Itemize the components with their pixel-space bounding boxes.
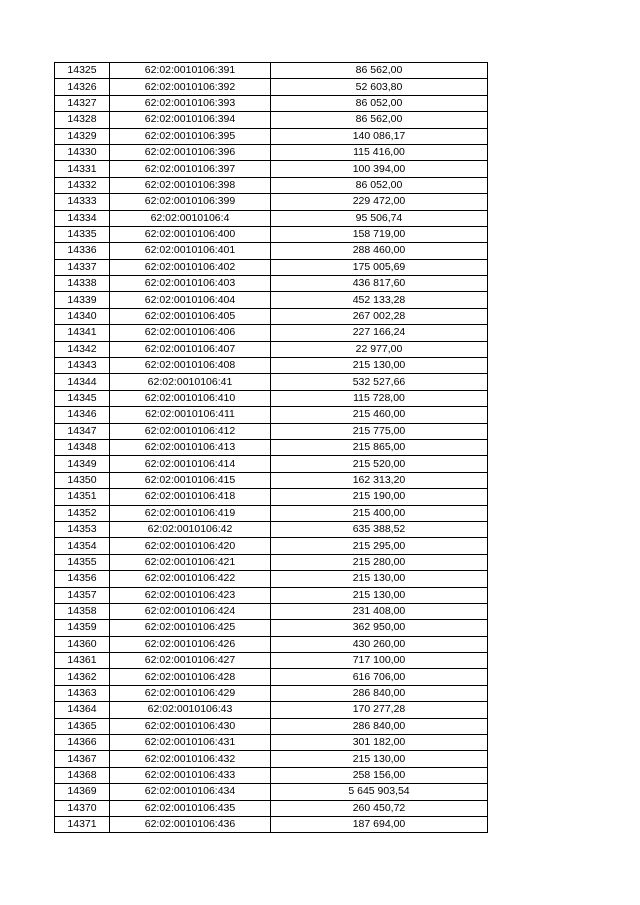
row-number-cell: 14342 [55, 341, 110, 357]
row-number-cell: 14340 [55, 308, 110, 324]
cadastral-number-cell: 62:02:0010106:405 [110, 308, 271, 324]
cadastral-value-cell: 616 706,00 [271, 669, 488, 685]
cadastral-value-cell: 100 394,00 [271, 161, 488, 177]
cadastral-value-cell: 22 977,00 [271, 341, 488, 357]
row-number-cell: 14358 [55, 603, 110, 619]
table-row [55, 685, 488, 701]
cadastral-value-cell: 267 002,28 [271, 308, 488, 324]
table-row [55, 161, 488, 177]
cadastral-number-cell: 62:02:0010106:415 [110, 472, 271, 488]
row-number-cell: 14361 [55, 653, 110, 669]
cadastral-number-cell: 62:02:0010106:435 [110, 800, 271, 816]
cadastral-number-cell: 62:02:0010106:394 [110, 112, 271, 128]
cadastral-number-cell: 62:02:0010106:407 [110, 341, 271, 357]
row-number-cell: 14347 [55, 423, 110, 439]
row-number-cell: 14334 [55, 210, 110, 226]
cadastral-number-cell: 62:02:0010106:406 [110, 325, 271, 341]
table-row [55, 489, 488, 505]
row-number-cell: 14353 [55, 521, 110, 537]
table-row [55, 112, 488, 128]
row-number-cell: 14367 [55, 751, 110, 767]
cadastral-number-cell: 62:02:0010106:421 [110, 554, 271, 570]
row-number-cell: 14352 [55, 505, 110, 521]
cadastral-number-cell: 62:02:0010106:396 [110, 144, 271, 160]
cadastral-number-cell: 62:02:0010106:434 [110, 784, 271, 800]
cadastral-value-cell: 215 130,00 [271, 571, 488, 587]
cadastral-number-cell: 62:02:0010106:413 [110, 439, 271, 455]
table-row [55, 784, 488, 800]
cadastral-value-cell: 260 450,72 [271, 800, 488, 816]
cadastral-number-cell: 62:02:0010106:424 [110, 603, 271, 619]
cadastral-value-cell: 86 052,00 [271, 177, 488, 193]
cadastral-number-cell: 62:02:0010106:436 [110, 816, 271, 832]
table-row [55, 243, 488, 259]
cadastral-value-cell: 95 506,74 [271, 210, 488, 226]
cadastral-value-cell: 288 460,00 [271, 243, 488, 259]
row-number-cell: 14326 [55, 79, 110, 95]
row-number-cell: 14359 [55, 620, 110, 636]
table-row [55, 308, 488, 324]
cadastral-number-cell: 62:02:0010106:422 [110, 571, 271, 587]
table-row [55, 407, 488, 423]
table-row [55, 341, 488, 357]
cadastral-number-cell: 62:02:0010106:428 [110, 669, 271, 685]
table-row [55, 800, 488, 816]
row-number-cell: 14366 [55, 735, 110, 751]
table-row [55, 735, 488, 751]
cadastral-number-cell: 62:02:0010106:392 [110, 79, 271, 95]
row-number-cell: 14351 [55, 489, 110, 505]
cadastral-value-cell: 231 408,00 [271, 603, 488, 619]
cadastral-number-cell: 62:02:0010106:411 [110, 407, 271, 423]
cadastral-value-cell: 215 130,00 [271, 587, 488, 603]
cadastral-value-cell: 170 277,28 [271, 702, 488, 718]
table-row [55, 587, 488, 603]
cadastral-value-cell: 258 156,00 [271, 767, 488, 783]
row-number-cell: 14343 [55, 358, 110, 374]
cadastral-number-cell: 62:02:0010106:42 [110, 521, 271, 537]
table-row [55, 669, 488, 685]
table-row [55, 325, 488, 341]
table-row [55, 210, 488, 226]
row-number-cell: 14368 [55, 767, 110, 783]
row-number-cell: 14345 [55, 390, 110, 406]
row-number-cell: 14349 [55, 456, 110, 472]
cadastral-number-cell: 62:02:0010106:427 [110, 653, 271, 669]
row-number-cell: 14370 [55, 800, 110, 816]
row-number-cell: 14356 [55, 571, 110, 587]
cadastral-number-cell: 62:02:0010106:423 [110, 587, 271, 603]
table-row [55, 358, 488, 374]
table-row [55, 292, 488, 308]
cadastral-number-cell: 62:02:0010106:419 [110, 505, 271, 521]
cadastral-value-cell: 436 817,60 [271, 276, 488, 292]
table-row [55, 177, 488, 193]
cadastral-value-cell: 227 166,24 [271, 325, 488, 341]
table-row [55, 63, 488, 79]
cadastral-number-cell: 62:02:0010106:393 [110, 95, 271, 111]
row-number-cell: 14348 [55, 439, 110, 455]
row-number-cell: 14327 [55, 95, 110, 111]
cadastral-number-cell: 62:02:0010106:400 [110, 226, 271, 242]
cadastral-number-cell: 62:02:0010106:418 [110, 489, 271, 505]
cadastral-number-cell: 62:02:0010106:408 [110, 358, 271, 374]
cadastral-number-cell: 62:02:0010106:425 [110, 620, 271, 636]
table-row [55, 79, 488, 95]
cadastral-value-cell: 215 295,00 [271, 538, 488, 554]
table-row [55, 226, 488, 242]
cadastral-value-cell: 229 472,00 [271, 194, 488, 210]
row-number-cell: 14335 [55, 226, 110, 242]
table-row [55, 751, 488, 767]
cadastral-number-cell: 62:02:0010106:430 [110, 718, 271, 734]
cadastral-number-cell: 62:02:0010106:412 [110, 423, 271, 439]
cadastral-number-cell: 62:02:0010106:420 [110, 538, 271, 554]
cadastral-value-cell: 215 130,00 [271, 358, 488, 374]
table-row [55, 571, 488, 587]
cadastral-number-cell: 62:02:0010106:429 [110, 685, 271, 701]
row-number-cell: 14354 [55, 538, 110, 554]
cadastral-value-cell: 635 388,52 [271, 521, 488, 537]
row-number-cell: 14336 [55, 243, 110, 259]
table-row [55, 374, 488, 390]
row-number-cell: 14337 [55, 259, 110, 275]
cadastral-value-cell: 162 313,20 [271, 472, 488, 488]
cadastral-value-cell: 86 562,00 [271, 112, 488, 128]
cadastral-value-cell: 215 190,00 [271, 489, 488, 505]
cadastral-value-cell: 115 728,00 [271, 390, 488, 406]
table-row [55, 505, 488, 521]
cadastral-number-cell: 62:02:0010106:391 [110, 63, 271, 79]
row-number-cell: 14355 [55, 554, 110, 570]
row-number-cell: 14338 [55, 276, 110, 292]
table-body [55, 63, 488, 833]
row-number-cell: 14365 [55, 718, 110, 734]
cadastral-value-table [54, 62, 488, 833]
table-row [55, 603, 488, 619]
table-row [55, 128, 488, 144]
cadastral-number-cell: 62:02:0010106:399 [110, 194, 271, 210]
cadastral-value-cell: 175 005,69 [271, 259, 488, 275]
cadastral-value-cell: 158 719,00 [271, 226, 488, 242]
cadastral-number-cell: 62:02:0010106:432 [110, 751, 271, 767]
cadastral-value-cell: 115 416,00 [271, 144, 488, 160]
table-row [55, 276, 488, 292]
row-number-cell: 14357 [55, 587, 110, 603]
row-number-cell: 14350 [55, 472, 110, 488]
row-number-cell: 14339 [55, 292, 110, 308]
cadastral-value-cell: 5 645 903,54 [271, 784, 488, 800]
cadastral-value-cell: 215 865,00 [271, 439, 488, 455]
cadastral-number-cell: 62:02:0010106:431 [110, 735, 271, 751]
cadastral-value-cell: 86 562,00 [271, 63, 488, 79]
cadastral-value-cell: 301 182,00 [271, 735, 488, 751]
cadastral-value-cell: 215 130,00 [271, 751, 488, 767]
row-number-cell: 14329 [55, 128, 110, 144]
cadastral-value-cell: 532 527,66 [271, 374, 488, 390]
table-row [55, 390, 488, 406]
cadastral-number-cell: 62:02:0010106:401 [110, 243, 271, 259]
table-row [55, 259, 488, 275]
cadastral-value-cell: 215 400,00 [271, 505, 488, 521]
table-row [55, 521, 488, 537]
cadastral-number-cell: 62:02:0010106:43 [110, 702, 271, 718]
cadastral-value-cell: 215 775,00 [271, 423, 488, 439]
cadastral-value-cell: 140 086,17 [271, 128, 488, 144]
cadastral-number-cell: 62:02:0010106:395 [110, 128, 271, 144]
cadastral-value-cell: 215 460,00 [271, 407, 488, 423]
cadastral-value-cell: 430 260,00 [271, 636, 488, 652]
table-row [55, 472, 488, 488]
row-number-cell: 14369 [55, 784, 110, 800]
cadastral-number-cell: 62:02:0010106:402 [110, 259, 271, 275]
cadastral-value-cell: 187 694,00 [271, 816, 488, 832]
row-number-cell: 14362 [55, 669, 110, 685]
table-row [55, 439, 488, 455]
cadastral-number-cell: 62:02:0010106:4 [110, 210, 271, 226]
cadastral-value-cell: 286 840,00 [271, 718, 488, 734]
row-number-cell: 14341 [55, 325, 110, 341]
table-row [55, 767, 488, 783]
cadastral-number-cell: 62:02:0010106:397 [110, 161, 271, 177]
row-number-cell: 14344 [55, 374, 110, 390]
table-row [55, 636, 488, 652]
row-number-cell: 14328 [55, 112, 110, 128]
row-number-cell: 14325 [55, 63, 110, 79]
cadastral-number-cell: 62:02:0010106:403 [110, 276, 271, 292]
cadastral-value-cell: 52 603,80 [271, 79, 488, 95]
cadastral-number-cell: 62:02:0010106:410 [110, 390, 271, 406]
cadastral-value-cell: 86 052,00 [271, 95, 488, 111]
cadastral-number-cell: 62:02:0010106:426 [110, 636, 271, 652]
table-row [55, 456, 488, 472]
table-row [55, 620, 488, 636]
cadastral-value-cell: 215 520,00 [271, 456, 488, 472]
cadastral-number-cell: 62:02:0010106:414 [110, 456, 271, 472]
cadastral-number-cell: 62:02:0010106:404 [110, 292, 271, 308]
row-number-cell: 14363 [55, 685, 110, 701]
row-number-cell: 14360 [55, 636, 110, 652]
cadastral-value-cell: 717 100,00 [271, 653, 488, 669]
table-row [55, 194, 488, 210]
cadastral-number-cell: 62:02:0010106:398 [110, 177, 271, 193]
row-number-cell: 14330 [55, 144, 110, 160]
table-row [55, 718, 488, 734]
row-number-cell: 14371 [55, 816, 110, 832]
table-row [55, 95, 488, 111]
cadastral-value-cell: 215 280,00 [271, 554, 488, 570]
cadastral-value-cell: 452 133,28 [271, 292, 488, 308]
table-row [55, 144, 488, 160]
table-row [55, 538, 488, 554]
cadastral-number-cell: 62:02:0010106:433 [110, 767, 271, 783]
table-row [55, 423, 488, 439]
table-row [55, 702, 488, 718]
table-row [55, 816, 488, 832]
row-number-cell: 14364 [55, 702, 110, 718]
cadastral-value-cell: 286 840,00 [271, 685, 488, 701]
cadastral-value-cell: 362 950,00 [271, 620, 488, 636]
cadastral-number-cell: 62:02:0010106:41 [110, 374, 271, 390]
row-number-cell: 14331 [55, 161, 110, 177]
table-row [55, 554, 488, 570]
table-row [55, 653, 488, 669]
row-number-cell: 14332 [55, 177, 110, 193]
row-number-cell: 14346 [55, 407, 110, 423]
row-number-cell: 14333 [55, 194, 110, 210]
